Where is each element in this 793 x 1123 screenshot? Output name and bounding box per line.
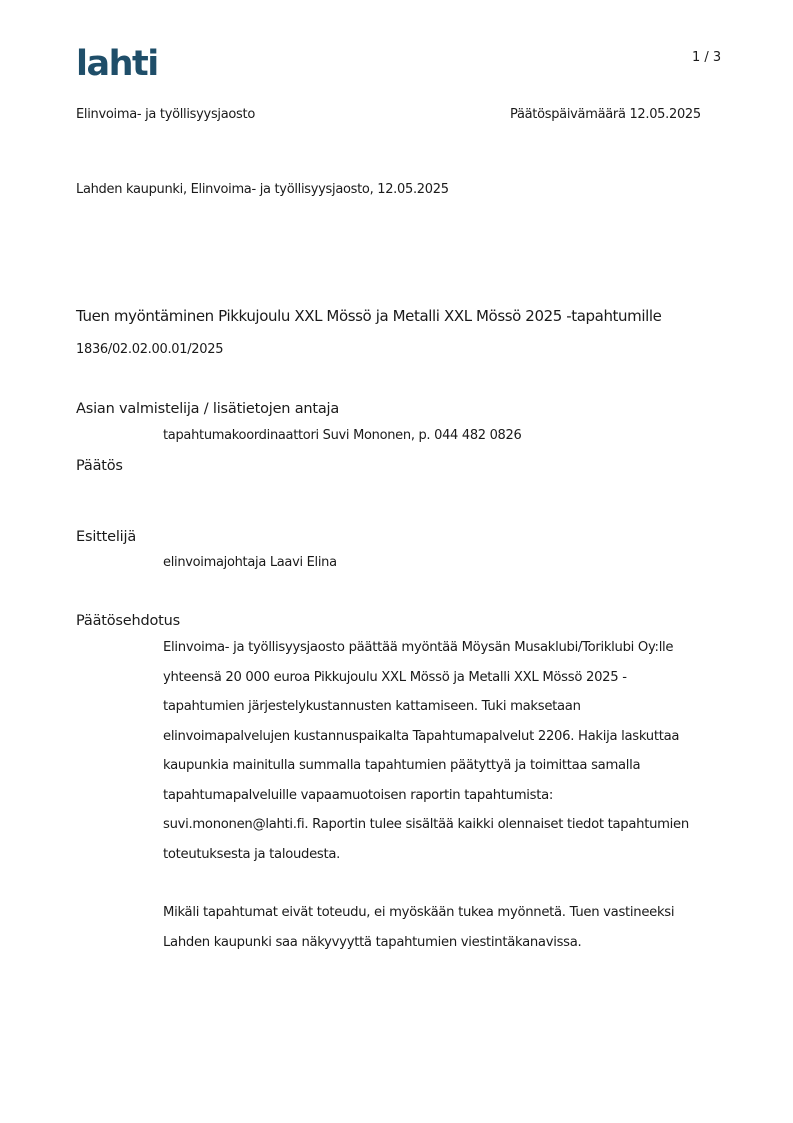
preparer-heading: Asian valmistelija / lisätietojen antaja <box>76 401 340 417</box>
meeting-line: Lahden kaupunki, Elinvoima- ja työllisyysjaosto, 12.05.2025 <box>76 182 449 197</box>
decision-heading: Päätös <box>76 458 123 474</box>
proposal-heading: Päätösehdotus <box>76 613 180 629</box>
proposal-paragraph-1 <box>163 633 723 869</box>
proposal-line: tapahtumien järjestelykustannusten kattamiseen. Tuki maksetaan <box>163 699 581 714</box>
proposal-line: tapahtumapalveluille vapaamuotoisen raportin tapahtumista: <box>163 787 554 803</box>
record-number: 1836/02.02.00.01/2025 <box>76 342 224 357</box>
page-number: 1 / 3 <box>692 50 722 65</box>
proposal-line: toteutuksesta ja taloudesta. <box>163 846 341 862</box>
proposal-line: elinvoimapalvelujen kustannuspaikalta Tapahtumapalvelut 2206. Hakija laskuttaa <box>163 728 680 744</box>
organ-name: Elinvoima- ja työllisyysjaosto <box>76 107 255 122</box>
proposal-line: Lahden kaupunki saa näkyvyyttä tapahtumien viestintäkanavissa. <box>163 934 582 950</box>
presenter-value: elinvoimajohtaja Laavi Elina <box>163 555 337 570</box>
proposal-line: yhteensä 20 000 euroa Pikkujoulu XXL Mössö ja Metalli XXL Mössö 2025 - <box>163 669 627 685</box>
proposal-paragraph-2 <box>163 898 723 957</box>
presenter-heading: Esittelijä <box>76 529 137 545</box>
document-title: Tuen myöntäminen Pikkujoulu XXL Mössö ja Metalli XXL Mössö 2025 -tapahtumille <box>76 307 662 325</box>
decision-date: Päätöspäivämäärä 12.05.2025 <box>510 107 701 122</box>
proposal-line: kaupunkia mainitulla summalla tapahtumien päätyttyä ja toimittaa samalla <box>163 758 641 773</box>
proposal-line: Elinvoima- ja työllisyysjaosto päättää myöntää Möysän Musaklubi/Toriklubi Oy:lle <box>163 640 674 655</box>
preparer-value: tapahtumakoordinaattori Suvi Mononen, p. 044 482 0826 <box>163 428 522 443</box>
proposal-line: Mikäli tapahtumat eivät toteudu, ei myöskään tukea myönnetä. Tuen vastineeksi <box>163 905 675 920</box>
proposal-line: suvi.mononen@lahti.fi. Raportin tulee sisältää kaikki olennaiset tiedot tapahtumien <box>163 817 689 832</box>
lahti-logo: lahti <box>76 44 158 84</box>
